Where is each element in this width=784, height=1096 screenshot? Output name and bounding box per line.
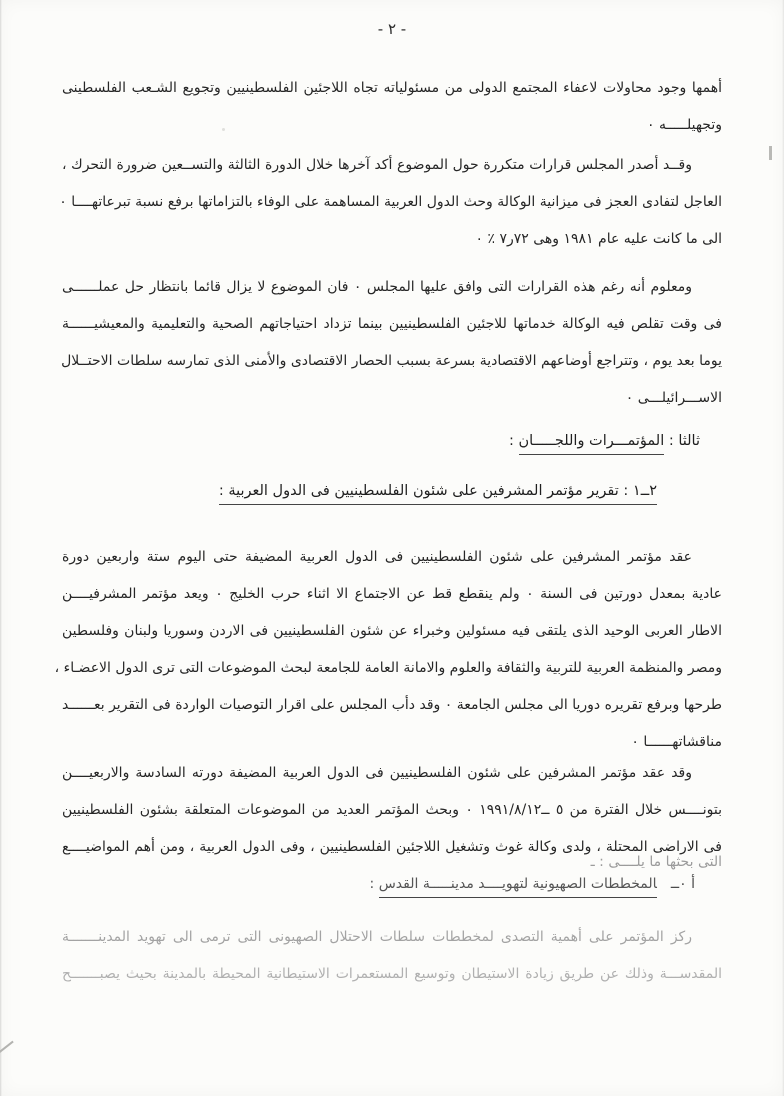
section-heading-title: المؤتمـــرات واللجـــــان — [519, 433, 665, 455]
section-heading-suffix: : — [509, 433, 519, 449]
text-line: فى الاراضى المحتلة ، ولدى وكالة غوث وتشغيل اللاجئين الفلسطينيين ، وفى الدول العربية ، ومن أهم المواضيــــع — [62, 839, 722, 855]
text-line: فى وقت تقلص فيه الوكالة خدماتها للاجئين الفلسطينيين بينما تزداد احتياجاتهم الصحية والتعليمية والمعيشيــــــة — [62, 316, 722, 332]
subsection-heading-text — [219, 483, 657, 505]
text-line: الاطار العربى الوحيد الذى يلتقى فيه مسئولين وخبراء عن شئون الفلسطينيين فى الاردن وسوريا ولبنان وفلسطين — [62, 623, 722, 639]
paragraph-3 — [62, 269, 722, 417]
paragraph-6 — [62, 919, 722, 993]
text-line: ومصر والمنظمة العربية للتربية والثقافة والعلوم والامانة العامة للجامعة لبحث الموضوعات التى ترى الدول الاعضـاء ، — [54, 660, 722, 676]
text-line: المقدســـة وذلك عن طريق زيادة الاستيطان وتوسيع المستعمرات الاستيطانية المحيطة بالمدينة بحيث يصبـــــــح — [62, 966, 722, 982]
text-line: الاســـرائيلـــى ٠ — [625, 390, 722, 406]
text-line: الى ما كانت عليه عام ١٩٨١ وهى ٧٢ر٧ ٪ ٠ — [475, 231, 722, 247]
text-line: عقد مؤتمر المشرفين على شئون الفلسطينيين فى الدول العربية المضيفة حتى اليوم ستة واربعين دورة — [62, 549, 692, 565]
section-heading-prefix: ثالثا : — [664, 433, 700, 449]
subsection-title: تقرير مؤتمر المشرفين على شئون الفلسطينيين فى الدول العربية : — [218, 483, 619, 499]
text-line: وقد عقد مؤتمر المشرفين على شئون الفلسطينيين فى الدول العربية المضيفة دورته السادسة والاربعيــــن — [62, 765, 692, 781]
scan-tick-mark — [769, 146, 772, 160]
scan-speck — [222, 128, 225, 131]
subsection-number: ٢ــ١ : — [618, 483, 657, 499]
text-line: عادية بمعدل دورتين فى السنة ٠ ولم ينقطع قط عن الاجتماع الا اثناء حرب الخليج ٠ ويعد مؤتمر المشرفيــــن — [62, 586, 723, 602]
text-line: بتونــــس خلال الفترة من ٥ ــ١٩٩١/٨/١٢ ٠ وبحث المؤتمر العديد من الموضوعات المتعلقة بشئون الفلسطينيين — [62, 802, 723, 818]
text-line: يوما بعد يوم ، وتتراجع أوضاعهم الاقتصادية بسرعة بسبب الحصار الاقتصادى والأمنى الذى تمارسه سلطات الاحتــلال — [61, 353, 722, 369]
list-item-a-suffix: : — [369, 876, 379, 892]
page-number: - ٢ - — [377, 20, 407, 38]
text-line: التى بحثها ما يلــــى : ـ — [590, 854, 722, 870]
text-line: مناقشاتهــــــا ٠ — [631, 734, 722, 750]
scan-corner-mark — [0, 1041, 14, 1054]
scan-edge-shadow-left — [0, 0, 2, 1096]
text-line: ركز المؤتمر على أهمية التصدى لمخططات سلطات الاحتلال الصهيونى التى ترمى الى تهويد المدينـــــــة — [62, 929, 692, 945]
subsection-heading-2-1 — [219, 479, 657, 503]
text-line: ومعلوم أنه رغم هذه القرارات التى وافق عليها المجلس ٠ فان الموضوع لا يزال قائما بانتظار حل عملــــــى — [62, 279, 692, 295]
text-line: العاجل لتفادى العجز فى ميزانية الوكالة وحث الدول العربية المساهمة على الوفاء بالتزاماتها برفع نسبة تبرعاتهــــا ٠ — [59, 194, 722, 210]
paragraph-1 — [62, 70, 722, 144]
paragraph-2 — [59, 147, 722, 258]
text-line: وقــد أصدر المجلس قرارات متكررة حول الموضوع أكد آخرها خلال الدورة الثالثة والتســعين ضرورة التحرك ، — [62, 157, 692, 173]
text-line: وتجهيلـــــه ٠ — [646, 117, 722, 133]
text-line: طرحها وبرفع تقريره دوريا الى مجلس الجامعة ٠ وقد دأب المجلس على اقرار التوصيات الواردة فى التقرير بعــــــد — [62, 697, 722, 713]
list-item-a-marker: أ ٠ــ — [670, 876, 695, 892]
list-item-a — [370, 872, 695, 896]
text-line: أهمها وجود محاولات لاعفاء المجتمع الدولى من مسئولياته تجاه اللاجئين الفلسطينيين وتجويع الشـعب الفلسطينى — [62, 80, 722, 96]
section-heading-third — [509, 429, 700, 453]
list-item-a-title: المخططات الصهيونية لتهويــــد مدينـــــة القدس — [379, 876, 657, 898]
paragraph-4 — [54, 539, 723, 761]
